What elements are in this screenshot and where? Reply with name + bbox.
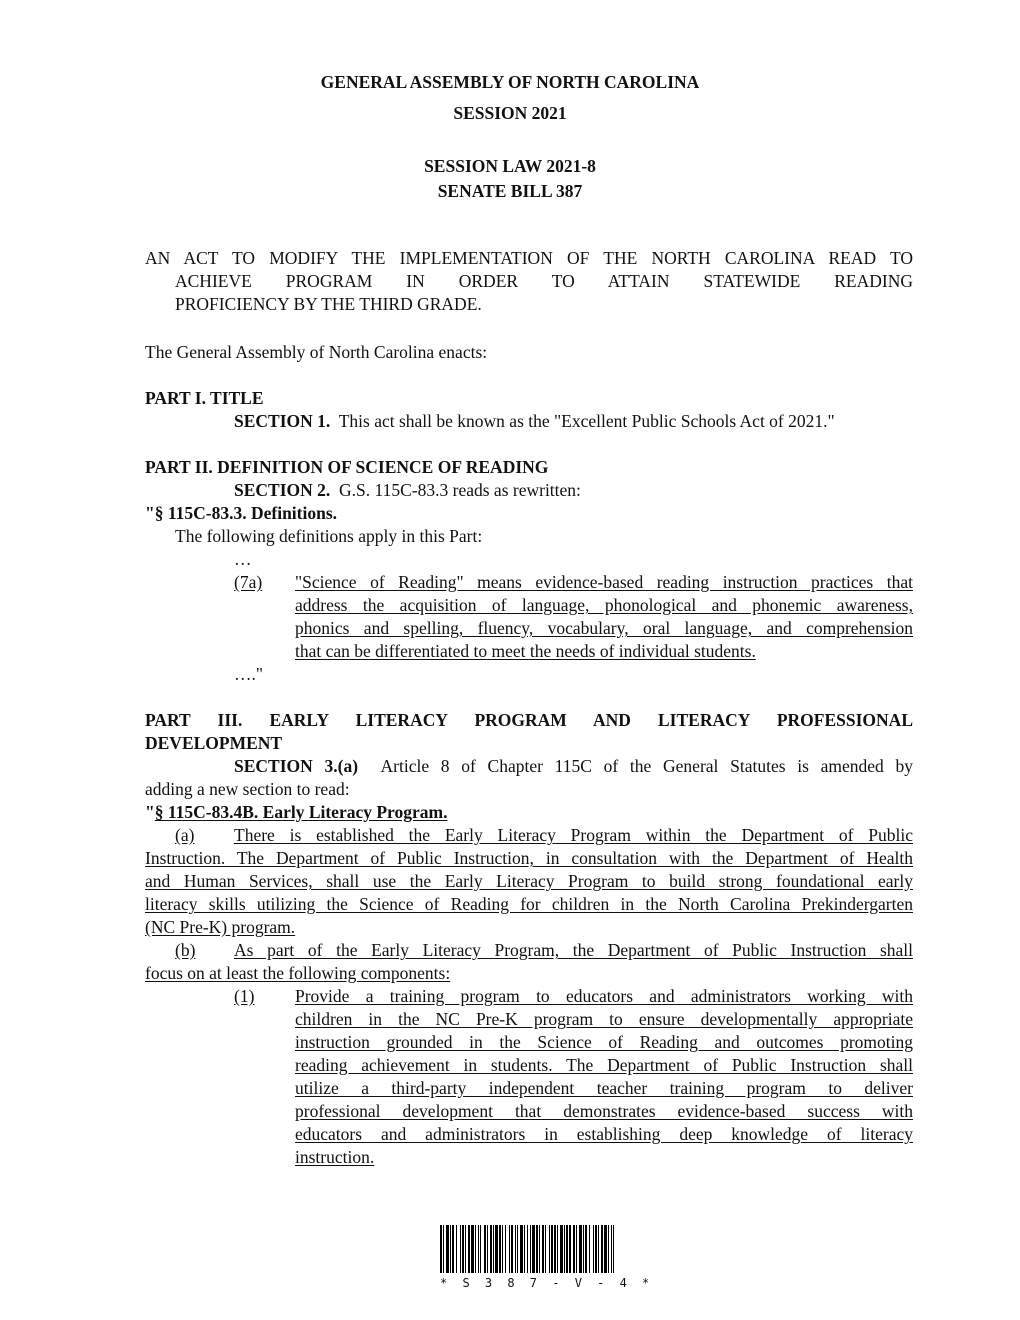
- barcode-bar: [456, 1225, 457, 1273]
- barcode-bar: [530, 1225, 531, 1273]
- subsection-a-line-1: There is established the Early Literacy Program within the Department of Public: [234, 825, 913, 845]
- barcode-bar: [452, 1225, 454, 1273]
- senate-bill-number: SENATE BILL 387: [437, 181, 583, 201]
- barcode-bar: [593, 1225, 594, 1273]
- barcode-bar: [611, 1225, 612, 1273]
- definition-7a-label: (7a): [234, 572, 263, 592]
- barcode-bar: [515, 1225, 516, 1273]
- part-3-heading-line-1: PART III. EARLY LITERACY PROGRAM AND LITERACY PROFESSIONAL: [145, 710, 913, 730]
- barcode-bar: [487, 1225, 488, 1273]
- barcode-bar: [554, 1225, 556, 1273]
- barcode-bar: [569, 1225, 571, 1273]
- barcode-bar: [551, 1225, 553, 1273]
- statute-open-quote-2: ": [145, 802, 155, 822]
- item-1-line-8: instruction.: [295, 1147, 375, 1167]
- barcode-bar: [511, 1225, 513, 1273]
- subsection-a-label: (a): [175, 825, 195, 845]
- part-3-heading-line-2: DEVELOPMENT: [145, 733, 283, 753]
- barcode-image: [440, 1225, 616, 1273]
- subsection-b-line-2: focus on at least the following components:: [145, 963, 451, 983]
- section-2-label: SECTION 2.: [234, 480, 331, 500]
- barcode-bar: [446, 1225, 449, 1273]
- barcode-bar: [499, 1225, 501, 1273]
- act-title-line-1: AN ACT TO MODIFY THE IMPLEMENTATION OF THE NORTH CAROLINA READ TO: [145, 248, 913, 268]
- part-2-heading: PART II. DEFINITION OF SCIENCE OF READING: [145, 457, 549, 477]
- barcode-bar: [475, 1225, 476, 1273]
- assembly-title: GENERAL ASSEMBLY OF NORTH CAROLINA: [320, 72, 700, 92]
- item-1-line-5: utilize a third-party independent teacher training program to deliver: [295, 1078, 913, 1098]
- section-3a-line-1: [234, 755, 913, 778]
- barcode-bar: [509, 1225, 510, 1273]
- section-1: [234, 410, 835, 432]
- statute-83-4b-title: § 115C-83.4B. Early Literacy Program.: [154, 802, 448, 822]
- barcode-bar: [608, 1225, 609, 1273]
- session-title: SESSION 2021: [453, 103, 567, 123]
- subsection-b-line-1: As part of the Early Literacy Program, the Department of Public Instruction shall: [234, 940, 913, 960]
- definition-7a-line-3: phonics and spelling, fluency, vocabulary, oral language, and comprehension: [295, 618, 913, 638]
- statute-83-3-title: § 115C-83.3. Definitions.: [154, 503, 338, 523]
- barcode-bar: [517, 1225, 518, 1273]
- session-law-number: SESSION LAW 2021-8: [424, 156, 596, 176]
- section-2: [234, 479, 581, 501]
- barcode-bar: [604, 1225, 607, 1273]
- barcode-bar: [566, 1225, 568, 1273]
- item-1-line-1: Provide a training program to educators and administrators working with: [295, 986, 913, 1006]
- barcode-text: * S 3 8 7 - V - 4 *: [440, 1276, 654, 1290]
- barcode-bar: [598, 1225, 599, 1273]
- barcode-bar: [576, 1225, 577, 1273]
- subsection-a-line-2: Instruction. The Department of Public Instruction, in consultation with the Department of Health: [145, 848, 913, 868]
- item-1-label: (1): [234, 986, 255, 1006]
- subsection-a-line-4: literacy skills utilizing the Science of Reading for children in the North Carolina Prekindergarten: [145, 894, 913, 914]
- barcode-bar: [542, 1225, 544, 1273]
- barcode-bar: [484, 1225, 486, 1273]
- barcode-bar: [595, 1225, 597, 1273]
- statute-open-quote: ": [145, 503, 155, 523]
- subsection-b-label: (b): [175, 940, 196, 960]
- barcode-bar: [532, 1225, 535, 1273]
- barcode-bar: [495, 1225, 498, 1273]
- barcode-bar: [579, 1225, 582, 1273]
- definitions-ellipsis: …: [234, 549, 252, 569]
- item-1-line-4: reading achievement in students. The Department of Public Instruction shall: [295, 1055, 913, 1075]
- section-1-label: SECTION 1.: [234, 411, 331, 431]
- section-3a-text: Article 8 of Chapter 115C of the General Statutes is amended by: [380, 756, 914, 776]
- statute-83-4b-heading: [145, 801, 447, 823]
- barcode-bar: [557, 1225, 558, 1273]
- subsection-a-line-3: and Human Services, shall use the Early Literacy Program to build strong foundational early: [145, 871, 913, 891]
- section-1-text: This act shall be known as the "Excellent Public Schools Act of 2021.": [338, 411, 835, 431]
- barcode-bar: [527, 1225, 528, 1273]
- definitions-closing: ….": [234, 664, 264, 684]
- section-3a-label: SECTION 3.(a): [234, 756, 359, 776]
- barcode-bar: [478, 1225, 479, 1273]
- barcode-bar: [560, 1225, 563, 1273]
- barcode-bar: [480, 1225, 481, 1273]
- barcode-bar: [465, 1225, 466, 1273]
- barcode-bar: [583, 1225, 584, 1273]
- item-1-line-6: professional development that demonstrates evidence-based success with: [295, 1101, 913, 1121]
- barcode-bar: [539, 1225, 540, 1273]
- part-1-heading: PART I. TITLE: [145, 388, 264, 408]
- barcode-bar: [589, 1225, 590, 1273]
- section-3a-line-2: adding a new section to read:: [145, 779, 350, 799]
- barcode-bar: [536, 1225, 538, 1273]
- barcode-bar: [502, 1225, 503, 1273]
- barcode-bar: [462, 1225, 464, 1273]
- barcode-bar: [440, 1225, 442, 1273]
- statute-83-3-heading: [145, 502, 337, 524]
- definition-7a-line-1: "Science of Reading" means evidence-based reading instruction practices that: [295, 572, 913, 592]
- definition-7a-line-2: address the acquisition of language, phonological and phonemic awareness,: [295, 595, 913, 615]
- barcode-bar: [545, 1225, 546, 1273]
- section-2-text: G.S. 115C-83.3 reads as rewritten:: [339, 480, 581, 500]
- barcode-bar: [505, 1225, 506, 1273]
- barcode-bar: [524, 1225, 525, 1273]
- barcode-bar: [443, 1225, 444, 1273]
- barcode-bar: [585, 1225, 587, 1273]
- item-1-line-7: educators and administrators in establishing deep knowledge of literacy: [295, 1124, 913, 1144]
- act-title-line-3: PROFICIENCY BY THE THIRD GRADE.: [175, 294, 482, 314]
- barcode-bar: [490, 1225, 492, 1273]
- definitions-intro: The following definitions apply in this Part:: [175, 526, 483, 546]
- barcode-bar: [471, 1225, 474, 1273]
- barcode-bar: [450, 1225, 451, 1273]
- subsection-a-line-5: (NC Pre-K) program.: [145, 917, 296, 937]
- barcode-bar: [520, 1225, 523, 1273]
- barcode-bar: [460, 1225, 461, 1273]
- barcode-bar: [564, 1225, 565, 1273]
- barcode-bar: [613, 1225, 614, 1273]
- item-1-line-2: children in the NC Pre-K program to ensure developmentally appropriate: [295, 1009, 913, 1029]
- item-1-line-3: instruction grounded in the Science of Reading and outcomes promoting: [295, 1032, 913, 1052]
- enacting-clause: The General Assembly of North Carolina enacts:: [145, 342, 488, 362]
- barcode-bar: [601, 1225, 603, 1273]
- barcode-bar: [493, 1225, 494, 1273]
- act-title-line-2: ACHIEVE PROGRAM IN ORDER TO ATTAIN STATEWIDE READING: [175, 271, 913, 291]
- barcode-bar: [468, 1225, 470, 1273]
- definition-7a-line-4: that can be differentiated to meet the needs of individual students.: [295, 641, 756, 661]
- barcode-bar: [549, 1225, 550, 1273]
- barcode-bar: [573, 1225, 575, 1273]
